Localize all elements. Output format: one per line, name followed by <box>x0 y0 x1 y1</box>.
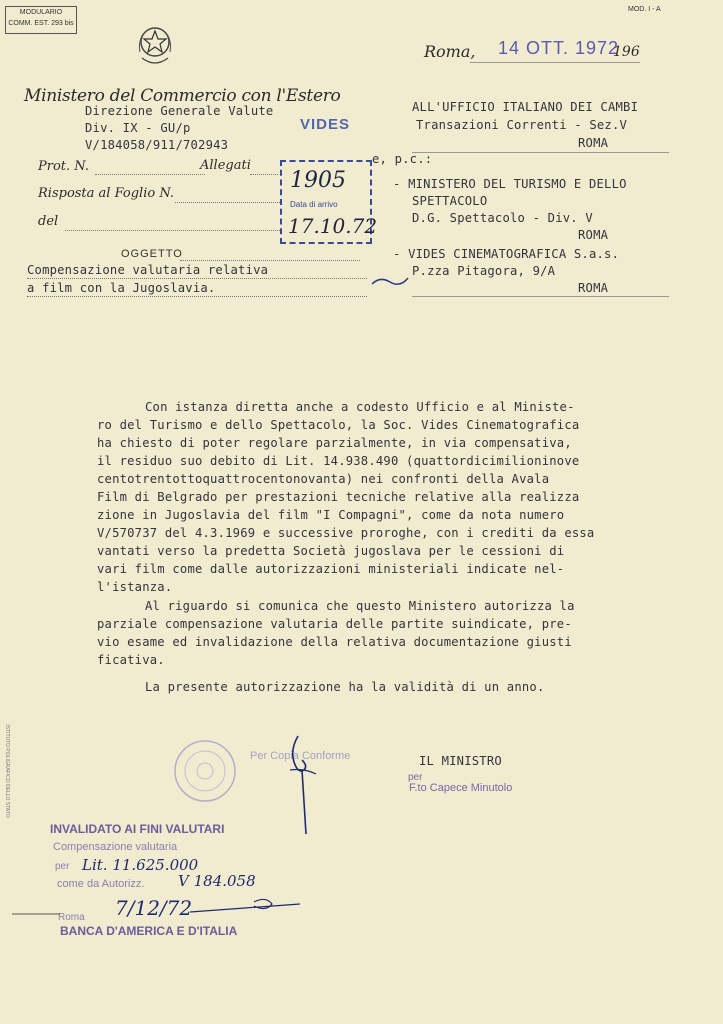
body-line: zione in Jugoslavia del film "I Compagni", come da nota numero <box>97 508 565 522</box>
cc2-line-2: P.zza Pitagora, 9/A <box>412 264 556 278</box>
body-line: vio esame ed invalidazione della relativa documentazione giusti <box>97 635 572 649</box>
minister-label: IL MINISTRO <box>419 754 502 768</box>
body-line: centotrentottoquattrocentonovanta) nei confronti della Avala <box>97 472 550 486</box>
cc1-line-1: - MINISTERO DEL TURISMO E DELLO <box>393 177 627 191</box>
cc2-line-1: - VIDES CINEMATOGRAFICA S.a.s. <box>393 247 620 261</box>
received-stamp <box>280 160 378 244</box>
per-label: per <box>408 772 423 783</box>
side-text: ISTITUTO POLIGRAFICO DELLO STATO <box>4 724 10 818</box>
mod-code: MOD. I - A <box>628 6 661 13</box>
round-seal-icon <box>172 738 238 808</box>
subject-line-2: a film con la Jugoslavia. <box>27 281 216 295</box>
body-line: ha chiesto di poter regolare parzialmente, in via compensativa, <box>97 436 572 450</box>
received-date: 17.10.72 <box>288 214 378 238</box>
body-line: vari film come dalle autorizzazioni ministeriali indicate nel- <box>97 562 565 576</box>
body-line: l'istanza. <box>97 580 173 594</box>
validation-line-4: come da Autorizz. <box>57 878 145 890</box>
cc1-line-3: D.G. Spettacolo - Div. V <box>412 211 593 225</box>
emblem-icon <box>136 22 174 70</box>
prot-label: Prot. N. <box>38 159 89 174</box>
validation-line-5-hand: 7/12/72 <box>115 896 193 920</box>
recipient-pc: e, p.c.: <box>372 152 433 166</box>
modulario-code: COMM. EST. 293 bis <box>8 20 74 27</box>
handwritten-mark-icon <box>10 894 300 928</box>
received-label: Data di arrivo <box>290 200 338 209</box>
allegati-label: Allegati <box>200 158 251 173</box>
sender-line-2: Div. IX - GU/p <box>85 121 191 135</box>
subject-line-1: Compensazione valutaria relativa <box>27 263 269 277</box>
validation-line-2: Compensazione valutaria <box>53 841 178 853</box>
signature-icon <box>284 730 324 844</box>
recipient-line-1: ALL'UFFICIO ITALIANO DEI CAMBI <box>412 100 639 114</box>
validation-line-1: INVALIDATO AI FINI VALUTARI <box>50 822 225 836</box>
validation-line-6: BANCA D'AMERICA E D'ITALIA <box>60 924 238 938</box>
fto-label: F.to Capece Minutolo <box>409 782 513 794</box>
cc1-line-4: ROMA <box>578 228 609 242</box>
sender-line-1: Direzione Generale Valute <box>85 104 274 118</box>
recipient-line-3: ROMA <box>578 136 609 150</box>
validation-line-4-hand: V 184.058 <box>178 872 256 890</box>
body-paragraph-3: La presente autorizzazione ha la validità di un anno. <box>145 680 545 694</box>
validation-line-3-hand: Lit. 11.625.000 <box>82 856 199 874</box>
validation-line-3-prefix: per <box>55 861 70 872</box>
received-number: 1905 <box>290 168 346 193</box>
place-label: Roma, <box>424 42 476 61</box>
year-suffix: 196 <box>613 44 640 60</box>
body-line: V/570737 del 4.3.1969 e successive proroghe, con i crediti da essa <box>97 526 595 540</box>
date-stamp: 14 OTT. 1972 <box>498 38 620 58</box>
subject-label: OGGETTO <box>121 248 183 260</box>
recipient-line-2: Transazioni Correnti - Sez.V <box>416 118 628 132</box>
sender-line-3: V/184058/911/702943 <box>85 138 229 152</box>
del-label: del <box>38 214 59 229</box>
ministry-name: Ministero del Commercio con l'Estero <box>24 86 341 106</box>
body-line: ro del Turismo e dello Spettacolo, la Soc. Vides Cinematografica <box>97 418 580 432</box>
body-line: Al riguardo si comunica che questo Ministero autorizza la <box>145 599 575 613</box>
body-line: Film di Belgrado per prestazioni tecniche relative alla realizza <box>97 490 580 504</box>
cc1-line-2: SPETTACOLO <box>412 194 488 208</box>
modulario-box <box>5 6 77 34</box>
vides-stamp-top: VIDES <box>300 116 351 133</box>
body-line: il residuo suo debito di Lit. 14.938.490 (quattordicimilioninove <box>97 454 580 468</box>
body-line: ficativa. <box>97 653 165 667</box>
risposta-label: Risposta al Foglio N. <box>38 186 174 201</box>
validation-line-5-prefix: Roma <box>58 912 85 923</box>
modulario-label: MODULARIO <box>19 9 63 16</box>
pen-mark <box>370 272 410 292</box>
body-line: vantati verso la predetta Società jugoslava per le cessioni di <box>97 544 565 558</box>
conforme-stamp: Per Copia Conforme <box>250 750 351 762</box>
body-line: parziale compensazione valutaria delle partite suindicate, pre- <box>97 617 572 631</box>
body-line: Con istanza diretta anche a codesto Ufficio e al Ministe- <box>145 400 575 414</box>
cc2-line-3: ROMA <box>578 281 609 295</box>
